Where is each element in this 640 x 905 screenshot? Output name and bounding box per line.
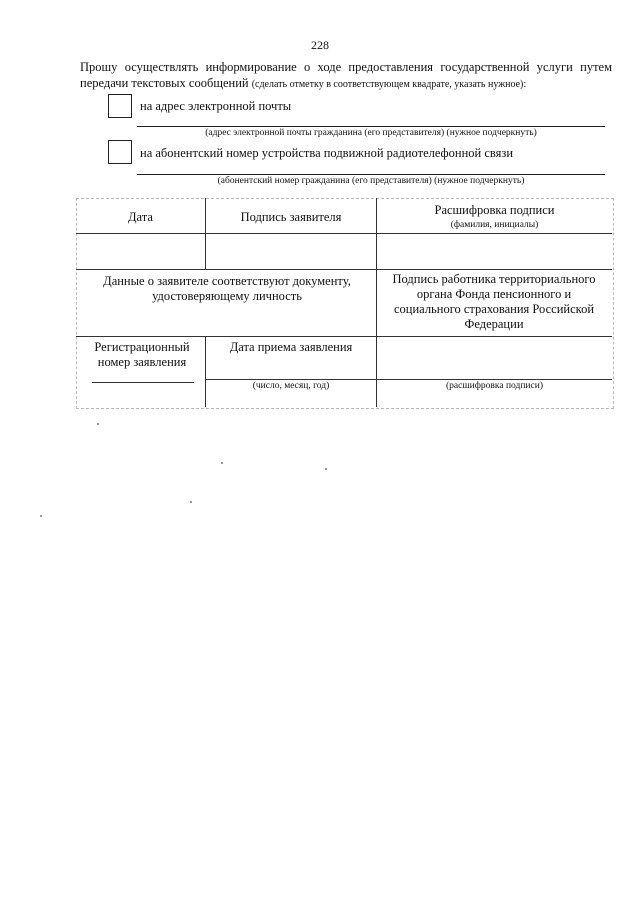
- phone-caption: (абонентский номер гражданина (его представителя) (нужное подчеркнуть): [217, 176, 525, 186]
- signature-decoding-note: (расшифровка подписи): [446, 381, 543, 391]
- registration-number-line[interactable]: [92, 382, 194, 383]
- table-row-divider: [206, 379, 612, 380]
- applicant-signature-cell[interactable]: [206, 234, 376, 269]
- header-signature-decoding: Расшифровка подписи: [434, 203, 555, 217]
- date-input-cell[interactable]: [76, 234, 205, 269]
- scan-speck: [190, 501, 192, 503]
- scan-speck: [221, 462, 223, 464]
- email-caption: (адрес электронной почты гражданина (его представителя) (нужное подчеркнуть): [205, 128, 537, 138]
- table-row-divider: [76, 269, 612, 270]
- registration-number-label: Регистрационный номер заявления: [94, 340, 190, 369]
- intro-paragraph: [80, 59, 612, 93]
- table-column-divider: [376, 269, 377, 336]
- email-input-line[interactable]: [137, 126, 605, 127]
- intro-note: (сделать отметку в соответствующем квадрате, указать нужное):: [251, 79, 527, 90]
- scan-speck: [325, 468, 327, 470]
- phone-checkbox[interactable]: [108, 140, 132, 164]
- applicant-data-text: Данные о заявителе соответствуют документу, удостоверяющему личность: [103, 274, 351, 303]
- header-applicant-signature: Подпись заявителя: [240, 210, 342, 224]
- phone-option-label: на абонентский номер устройства подвижной радиотелефонной связи: [140, 146, 514, 160]
- employee-signature-text: Подпись работника территориального органа Фонда пенсионного и социального страхования Российской Федерации: [392, 272, 596, 331]
- scan-speck: [97, 423, 99, 425]
- receipt-date-label: Дата приема заявления: [229, 340, 353, 354]
- scan-speck: [40, 515, 42, 517]
- page-number: 228: [311, 38, 329, 52]
- email-option-label: на адрес электронной почты: [140, 99, 292, 113]
- email-checkbox[interactable]: [108, 94, 132, 118]
- header-date: Дата: [128, 210, 153, 224]
- phone-input-line[interactable]: [137, 174, 605, 175]
- header-signature-decoding-note: (фамилия, инициалы): [450, 220, 539, 230]
- employee-signature-cell[interactable]: [377, 337, 612, 379]
- intro-main-text: Прошу осуществлять информирование о ходе предоставления государственной услуги путем передачи текстовых сообщений: [80, 60, 612, 90]
- signature-decoding-cell[interactable]: [377, 234, 612, 269]
- receipt-date-note: (число, месяц, год): [252, 381, 330, 391]
